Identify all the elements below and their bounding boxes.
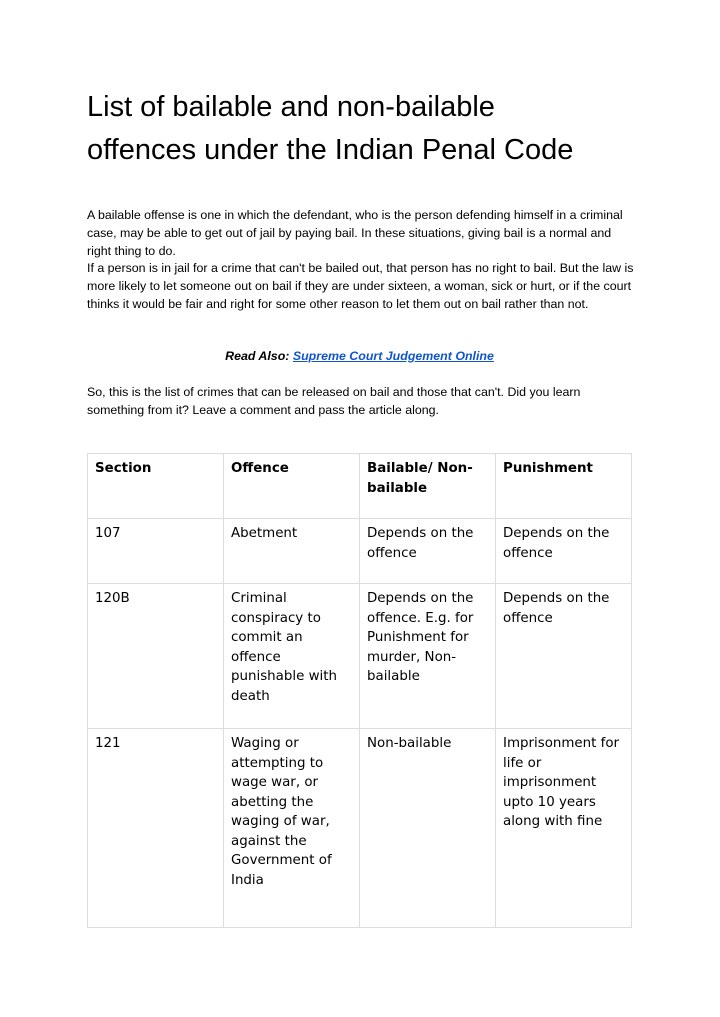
cell-punishment: Imprisonment for life or imprisonment upto 10 years along with fine <box>496 729 632 928</box>
table-row <box>88 519 632 584</box>
cell-section: 121 <box>88 729 224 928</box>
intro-paragraph-1: A bailable offense is one in which the defendant, who is the person defending himself in a criminal case, may be able to get out of jail by paying bail. In these situations, giving bail is a normal and right thing to do. <box>87 208 623 258</box>
page-title <box>87 86 647 172</box>
cell-section: 120B <box>88 584 224 729</box>
cell-punishment: Depends on the offence <box>496 519 632 584</box>
intro-section <box>87 207 635 314</box>
cell-offence: Waging or attempting to wage war, or abetting the waging of war, against the Government of India <box>224 729 360 928</box>
header-punishment: Punishment <box>496 454 632 519</box>
read-also <box>87 348 632 366</box>
offences-table <box>87 453 632 928</box>
cell-punishment: Depends on the offence <box>496 584 632 729</box>
outro-paragraph: So, this is the list of crimes that can be released on bail and those that can't. Did you learn something from it? Leave a comment and pass the article along. <box>87 385 581 417</box>
intro-paragraph-2: If a person is in jail for a crime that can't be bailed out, that person has no right to bail. But the law is more likely to let someone out on bail if they are under sixteen, a woman, sick or hurt, or if the court thinks it would be fair and right for some other reason to let them out on bail rather than not. <box>87 261 634 311</box>
cell-bailable: Non-bailable <box>360 729 496 928</box>
header-offence: Offence <box>224 454 360 519</box>
header-section: Section <box>88 454 224 519</box>
cell-bailable: Depends on the offence <box>360 519 496 584</box>
read-also-link[interactable]: Supreme Court Judgement Online <box>292 349 494 363</box>
read-also-label: Read Also: <box>225 349 290 363</box>
table-row <box>88 584 632 729</box>
table-row <box>88 729 632 928</box>
table-header-row <box>88 454 632 519</box>
cell-bailable: Depends on the offence. E.g. for Punishment for murder, Non-bailable <box>360 584 496 729</box>
cell-offence: Criminal conspiracy to commit an offence punishable with death <box>224 584 360 729</box>
header-bailable: Bailable/ Non-bailable <box>360 454 496 519</box>
outro-section <box>87 384 635 420</box>
title-line-1: List of bailable and non-bailable <box>87 91 495 123</box>
title-line-2: offences under the Indian Penal Code <box>87 134 574 166</box>
cell-offence: Abetment <box>224 519 360 584</box>
cell-section: 107 <box>88 519 224 584</box>
